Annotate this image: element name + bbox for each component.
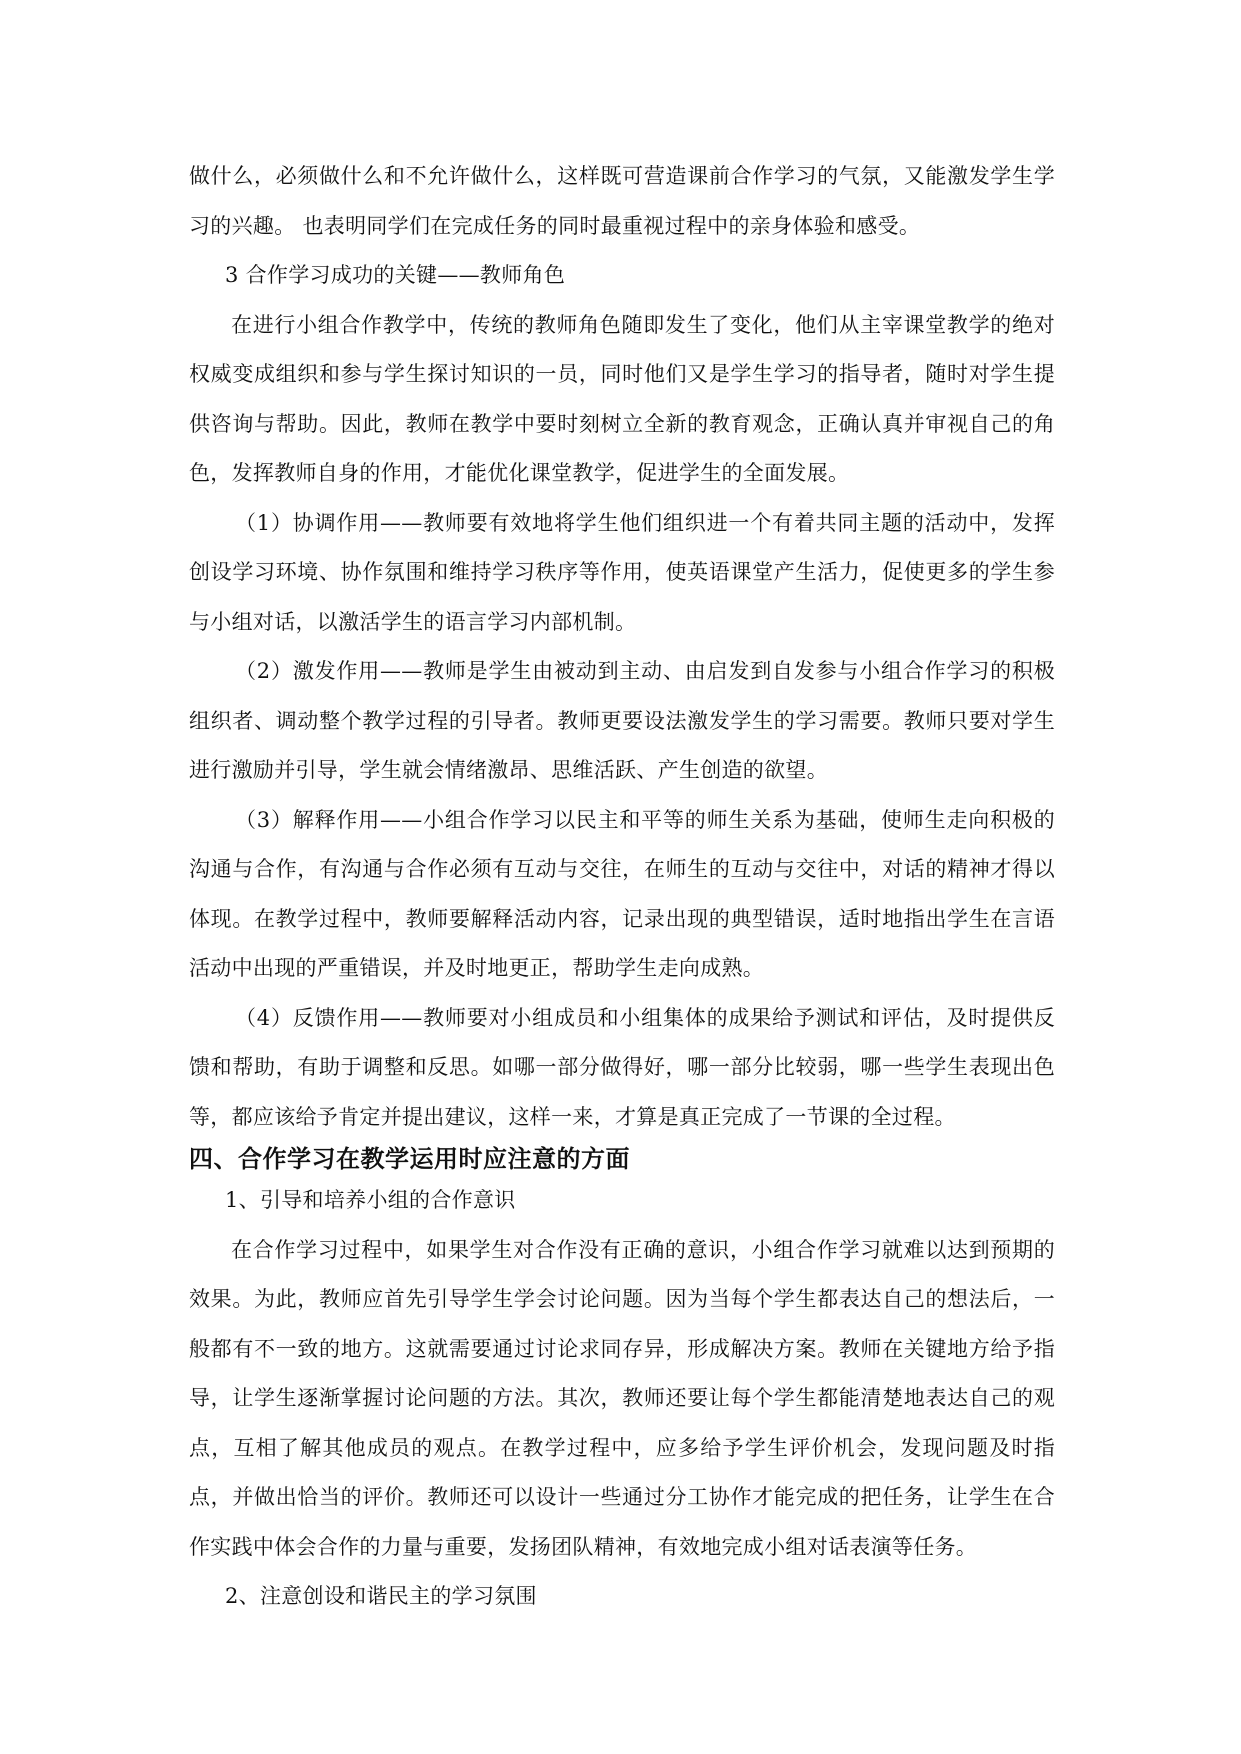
subheading-cooperation-awareness: 1、引导和培养小组的合作意识 bbox=[225, 1188, 516, 1212]
list-item-coordination: （1）协调作用——教师要有效地将学生他们组织进一个有着共同主题的活动中，发挥创设学习环境、协作氛围和维持学习秩序等作用，使英语课堂产生活力，促使更多的学生参与小组对话，以激活学生的语言学习内部机制。 bbox=[189, 510, 1055, 634]
subheading-learning-atmosphere: 2、注意创设和谐民主的学习氛围 bbox=[225, 1584, 537, 1608]
document-page bbox=[189, 152, 1055, 1622]
list-item-explanation: （3）解释作用——小组合作学习以民主和平等的师生关系为基础，使师生走向积极的沟通与合作，有沟通与合作必须有互动与交往，在师生的互动与交往中，对话的精神才得以体现。在教学过程中，教师要解释活动内容，记录出现的典型错误，适时地指出学生在言语活动中出现的严重错误，并及时地更正，帮助学生走向成熟。 bbox=[189, 807, 1055, 980]
paragraph-cooperation-awareness: 在合作学习过程中，如果学生对合作没有正确的意识，小组合作学习就难以达到预期的效果。为此，教师应首先引导学生学会讨论问题。因为当每个学生都表达自己的想法后，一般都有不一致的地方。这就需要通过讨论求同存异，形成解决方案。教师在关键地方给予指导，让学生逐渐掌握讨论问题的方法。其次，教师还要让每个学生都能清楚地表达自己的观点，互相了解其他成员的观点。在教学过程中，应多给予学生评价机会，发现问题及时指点，并做出恰当的评价。教师还可以设计一些通过分工协作才能完成的把任务，让学生在合作实践中体会合作的力量与重要，发扬团队精神，有效地完成小组对话表演等任务。 bbox=[189, 1237, 1055, 1559]
paragraph-teacher-role: 在进行小组合作教学中，传统的教师角色随即发生了变化，他们从主宰课堂教学的绝对权威变成组织和参与学生探讨知识的一员，同时他们又是学生学习的指导者，随时对学生提供咨询与帮助。因此，教师在教学中要时刻树立全新的教育观念，正确认真并审视自己的角色，发挥教师自身的作用，才能优化课堂教学，促进学生的全面发展。 bbox=[189, 312, 1055, 485]
list-item-feedback: （4）反馈作用——教师要对小组成员和小组集体的成果给予测试和评估，及时提供反馈和帮助，有助于调整和反思。如哪一部分做得好，哪一部分比较弱，哪一些学生表现出色等，都应该给予肯定并提出建议，这样一来，才算是真正完成了一节课的全过程。 bbox=[189, 1005, 1055, 1129]
paragraph-continued: 做什么，必须做什么和不允许做什么，这样既可营造课前合作学习的气氛，又能激发学生学习的兴趣。 也表明同学们在完成任务的同时最重视过程中的亲身体验和感受。 bbox=[189, 164, 1055, 238]
section-heading-four: 四、合作学习在教学运用时应注意的方面 bbox=[189, 1145, 630, 1173]
list-item-motivation: （2）激发作用——教师是学生由被动到主动、由启发到自发参与小组合作学习的积极组织者、调动整个教学过程的引导者。教师更要设法激发学生的学习需要。教师只要对学生进行激励并引导，学生就会情绪激昂、思维活跃、产生创造的欲望。 bbox=[189, 659, 1055, 782]
subheading-teacher-role: 3 合作学习成功的关键——教师角色 bbox=[225, 263, 566, 287]
